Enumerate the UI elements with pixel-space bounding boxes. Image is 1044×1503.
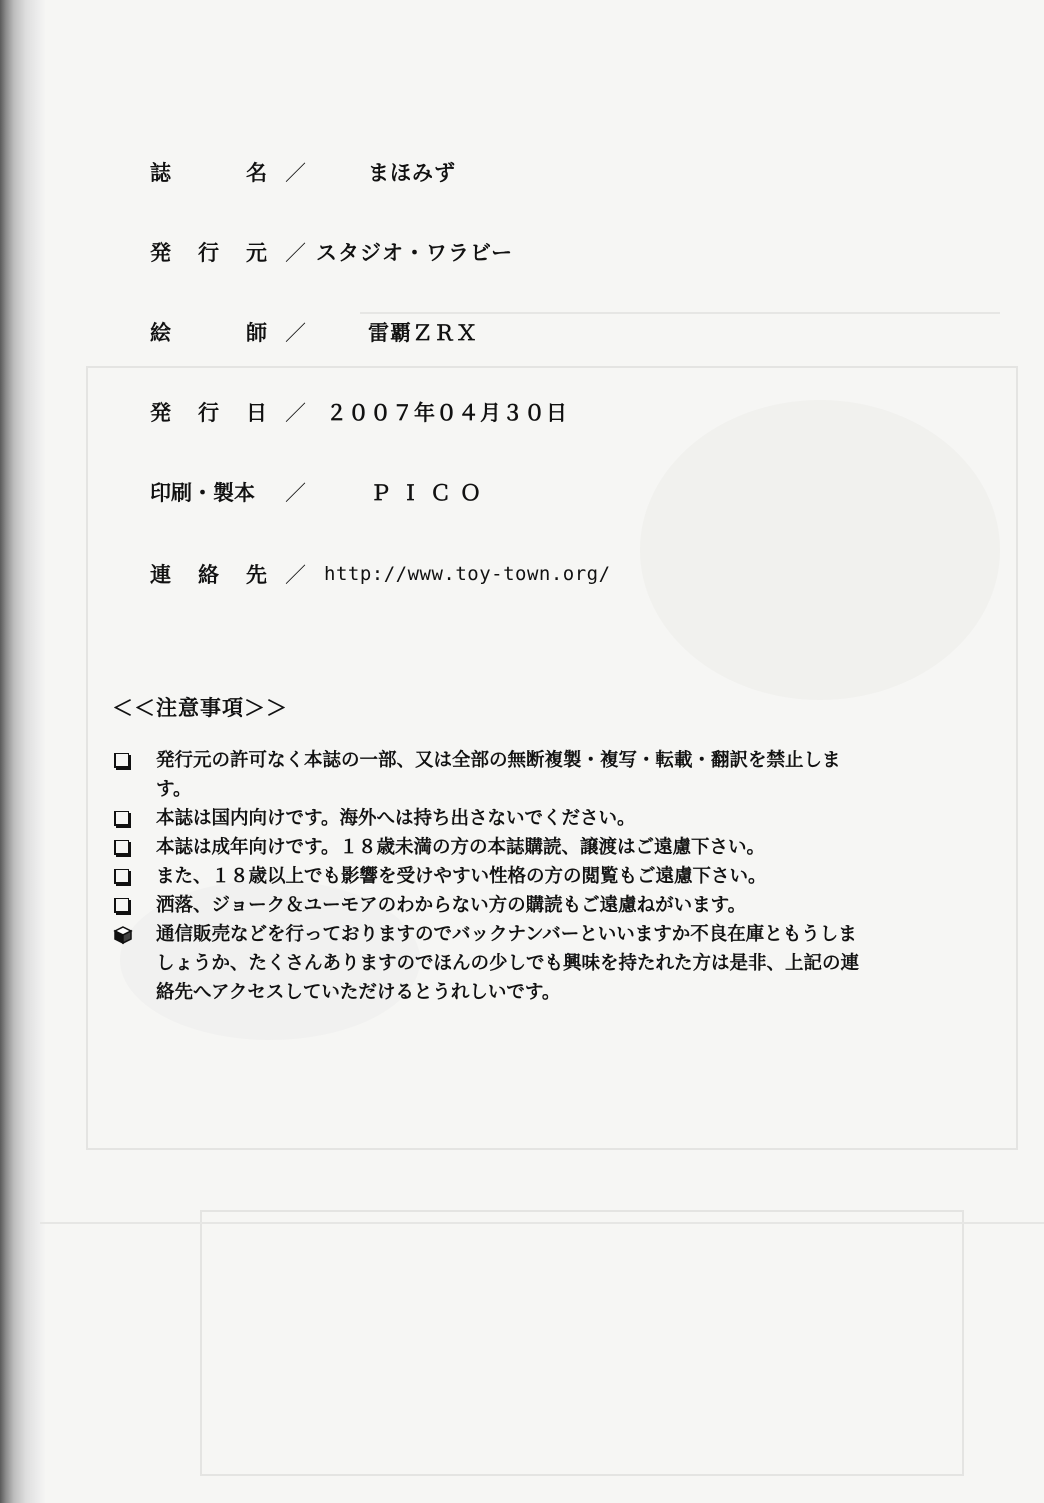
note-text: また、１８歳以上でも影響を受けやすい性格の方の閲覧もご遠慮下さい。 bbox=[156, 866, 767, 887]
colophon-contact-row bbox=[150, 554, 611, 594]
label-char: 発 bbox=[150, 401, 172, 425]
colophon-publisher-row bbox=[150, 232, 513, 272]
list-item bbox=[112, 891, 872, 920]
label-char: 師 bbox=[246, 321, 268, 345]
checkbox-square-icon bbox=[114, 898, 129, 913]
field-separator: ／ bbox=[285, 241, 307, 265]
note-text: 本誌は成年向けです。１８歳未満の方の本誌購読、譲渡はご遠慮下さい。 bbox=[156, 837, 766, 858]
checkbox-square-icon bbox=[114, 753, 129, 768]
colophon-title-row bbox=[150, 152, 456, 192]
field-label bbox=[150, 477, 268, 507]
colophon-date-row bbox=[150, 392, 568, 432]
cube-icon bbox=[113, 925, 133, 945]
book-title: まほみず bbox=[368, 161, 456, 185]
list-item bbox=[112, 862, 872, 891]
colophon-printing-row bbox=[150, 472, 490, 512]
label-char: 発 bbox=[150, 241, 172, 265]
printer-name: ＰＩＣＯ bbox=[370, 481, 490, 505]
note-text: 通信販売などを行っておりますのでバックナンバーといいますか不良在庫ともうしましょうか、たくさんありますのでほんの少しでも興味を持たれた方は是非、上記の連絡先へアクセスしていただけるとうれしいです。 bbox=[156, 924, 860, 1003]
note-text: 本誌は国内向けです。海外へは持ち出さないでください。 bbox=[156, 808, 636, 829]
show-through-shape bbox=[640, 400, 1000, 700]
label-char: 先 bbox=[246, 563, 268, 587]
show-through-line bbox=[40, 1222, 1044, 1224]
list-item bbox=[112, 920, 872, 1007]
issue-date: ２００７年０４月３０日 bbox=[326, 401, 568, 425]
list-item bbox=[112, 833, 872, 862]
label-char: 元 bbox=[246, 241, 268, 265]
label-char: 絡 bbox=[198, 563, 220, 587]
label-text: 印刷・製本 bbox=[150, 481, 255, 505]
list-item bbox=[112, 746, 872, 804]
field-label bbox=[150, 397, 268, 427]
contact-url: http://www.toy-town.org/ bbox=[324, 563, 611, 585]
list-item bbox=[112, 804, 872, 833]
label-char: 日 bbox=[246, 401, 268, 425]
field-label bbox=[150, 237, 268, 267]
label-char: 行 bbox=[198, 241, 220, 265]
checkbox-square-icon bbox=[114, 811, 129, 826]
publisher-name: スタジオ・ワラビー bbox=[316, 241, 514, 265]
checkbox-square-icon bbox=[114, 869, 129, 884]
show-through-frame bbox=[200, 1210, 964, 1476]
colophon-artist-row bbox=[150, 312, 478, 352]
label-char: 名 bbox=[246, 161, 268, 185]
field-separator: ／ bbox=[285, 161, 307, 185]
binding-edge-shadow bbox=[0, 0, 46, 1503]
label-char: 連 bbox=[150, 563, 172, 587]
artist-name: 雷覇ＺＲＸ bbox=[368, 321, 478, 345]
label-char: 絵 bbox=[150, 321, 172, 345]
label-char: 誌 bbox=[150, 161, 172, 185]
field-label bbox=[150, 157, 268, 187]
field-separator: ／ bbox=[285, 481, 307, 505]
checkbox-square-icon bbox=[114, 840, 129, 855]
notes-list bbox=[112, 746, 872, 1007]
note-text: 発行元の許可なく本誌の一部、又は全部の無断複製・複写・転載・翻訳を禁止します。 bbox=[156, 750, 841, 800]
notes-heading: ＜＜注意事項＞＞ bbox=[112, 696, 288, 720]
field-separator: ／ bbox=[285, 563, 307, 587]
field-separator: ／ bbox=[285, 401, 307, 425]
field-label bbox=[150, 559, 268, 589]
field-separator: ／ bbox=[285, 321, 307, 345]
label-char: 行 bbox=[198, 401, 220, 425]
field-label bbox=[150, 317, 268, 347]
note-text: 洒落、ジョーク＆ユーモアのわからない方の購読もご遠慮ねがいます。 bbox=[156, 895, 747, 916]
